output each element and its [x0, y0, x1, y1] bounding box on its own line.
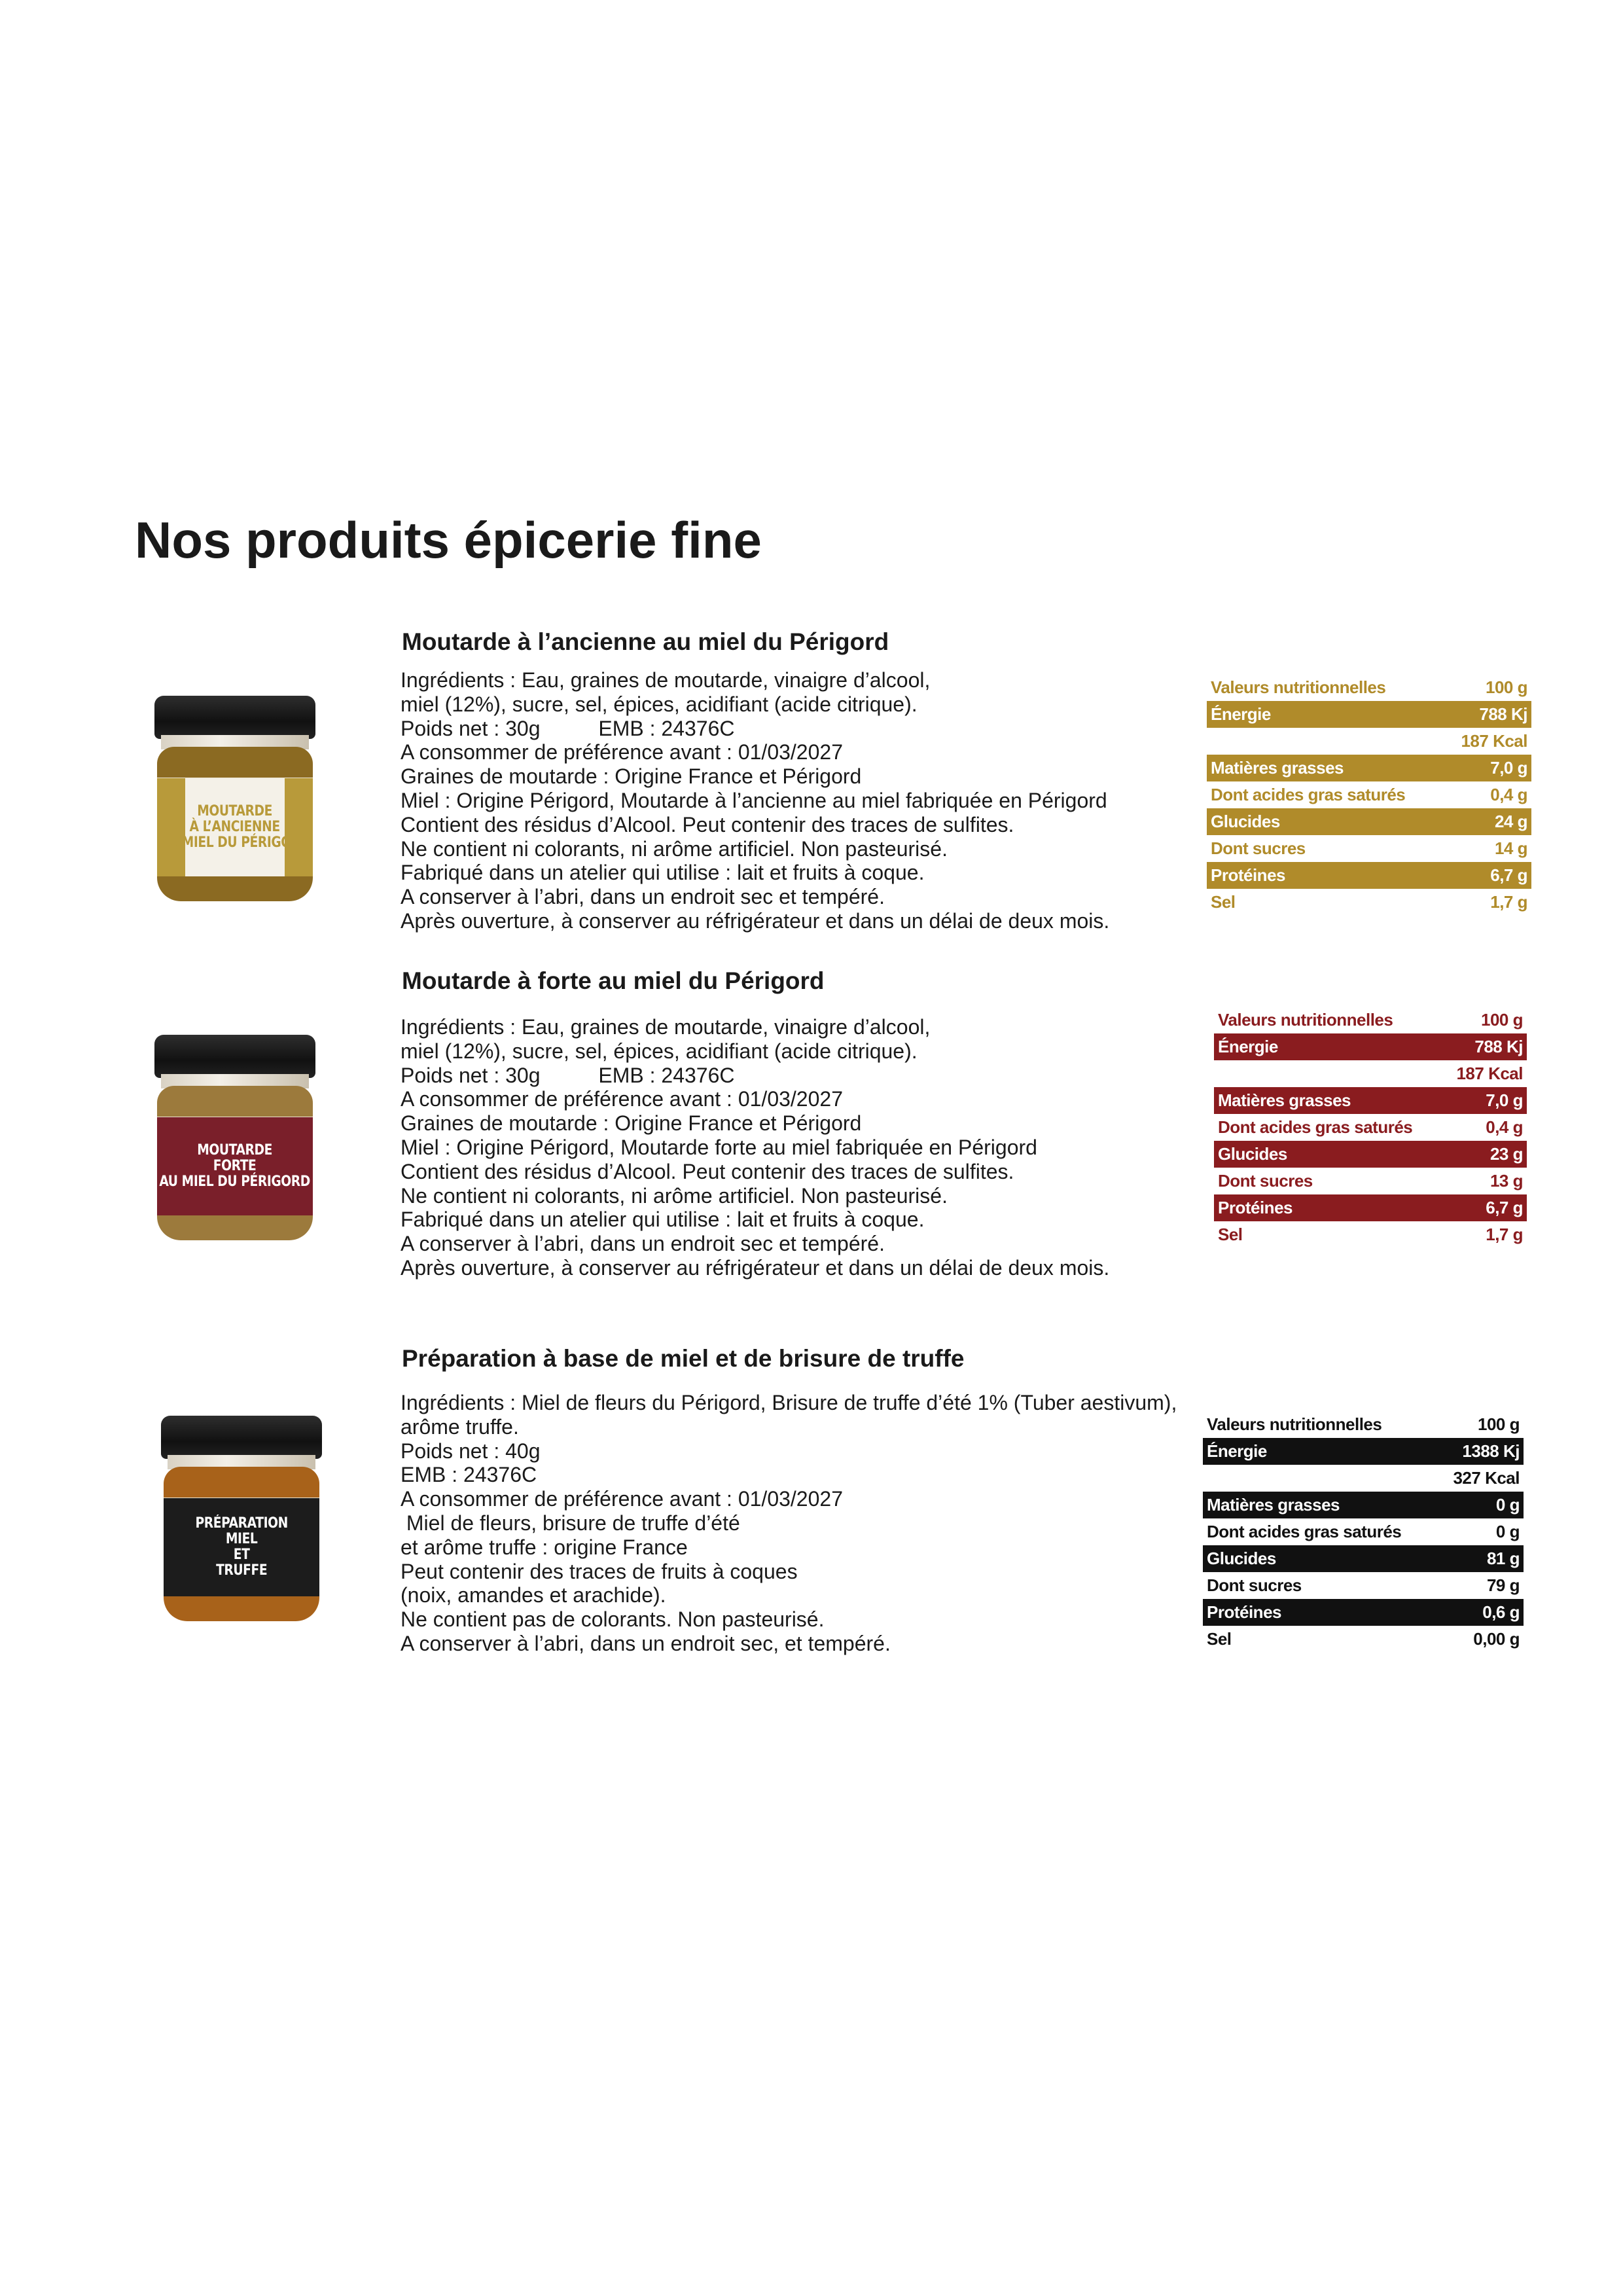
- description-line: miel (12%), sucre, sel, épices, acidifiant (acide citrique).: [401, 692, 918, 716]
- nutrition-value: 7,0 g: [1443, 1087, 1527, 1114]
- nutrition-label: Protéines: [1203, 1599, 1437, 1626]
- nutrition-value: 6,7 g: [1443, 1194, 1527, 1221]
- nutrition-label: Valeurs nutritionnelles: [1207, 1414, 1382, 1434]
- nutrition-row: [1214, 1221, 1527, 1248]
- nutrition-row: [1207, 755, 1531, 781]
- description-line: Contient des résidus d’Alcool. Peut contenir des traces de sulfites.: [401, 812, 1014, 836]
- description-line: Ingrédients : Eau, graines de moutarde, vinaigre d’alcool,: [401, 668, 931, 692]
- nutrition-row: [1214, 1060, 1527, 1087]
- nutrition-label: Valeurs nutritionnelles: [1211, 677, 1386, 697]
- description-line: Ne contient ni colorants, ni arôme artificiel. Non pasteurisé.: [401, 1183, 948, 1208]
- description-line: Ingrédients : Eau, graines de moutarde, vinaigre d’alcool,: [401, 1015, 931, 1039]
- nutrition-row: [1203, 1599, 1524, 1626]
- description-line: A consommer de préférence avant : 01/03/2027: [401, 1087, 843, 1111]
- description-line: Après ouverture, à conserver au réfrigérateur et dans un délai de deux mois.: [401, 908, 1110, 933]
- nutrition-label: Énergie: [1203, 1438, 1437, 1465]
- nutrition-value: 0 g: [1437, 1492, 1524, 1518]
- nutrition-value: 6,7 g: [1444, 862, 1531, 889]
- nutrition-table: [1203, 1411, 1524, 1653]
- jar-glass: [164, 1467, 319, 1621]
- nutrition-value: 100 g: [1486, 677, 1527, 697]
- nutrition-value: 13 g: [1489, 1171, 1523, 1191]
- nutrition-value: 0,4 g: [1490, 785, 1527, 804]
- description-line: A conserver à l’abri, dans un endroit sec et tempéré.: [401, 1232, 885, 1256]
- nutrition-row: [1203, 1626, 1524, 1653]
- nutrition-row: [1214, 1033, 1527, 1060]
- nutrition-label: Énergie: [1214, 1033, 1443, 1060]
- nutrition-label: Matières grasses: [1203, 1492, 1437, 1518]
- nutrition-value: 1388 Kj: [1437, 1438, 1524, 1465]
- description-line: Fabriqué dans un atelier qui utilise : lait et fruits à coque.: [401, 861, 925, 885]
- nutrition-value: 0 g: [1495, 1522, 1520, 1541]
- page-title: Nos produits épicerie fine: [135, 511, 762, 569]
- nutrition-row: [1203, 1518, 1524, 1545]
- nutrition-label: Dont sucres: [1218, 1171, 1313, 1191]
- nutrition-row: [1207, 862, 1531, 889]
- nutrition-row: [1207, 674, 1531, 701]
- nutrition-value: 327 Kcal: [1453, 1468, 1520, 1488]
- nutrition-row: [1214, 1007, 1527, 1033]
- nutrition-row: [1214, 1168, 1527, 1194]
- product-title: Moutarde à forte au miel du Périgord: [402, 967, 825, 994]
- description-line: A consommer de préférence avant : 01/03/2027: [401, 1487, 843, 1511]
- nutrition-label: Glucides: [1203, 1545, 1437, 1572]
- jar-label-text: MOUTARDE FORTE AU MIEL DU PÉRIGORD: [159, 1142, 311, 1190]
- nutrition-row: [1207, 728, 1531, 755]
- nutrition-label: Matières grasses: [1214, 1087, 1443, 1114]
- nutrition-label: Glucides: [1214, 1141, 1443, 1168]
- description-line: (noix, amandes et arachide).: [401, 1583, 666, 1607]
- description-line: Poids net : 30g EMB : 24376C: [401, 716, 735, 740]
- product-title: Préparation à base de miel et de brisure de truffe: [402, 1345, 965, 1372]
- nutrition-value: 187 Kcal: [1461, 731, 1527, 751]
- nutrition-label: Énergie: [1207, 701, 1444, 728]
- product-title: Moutarde à l’ancienne au miel du Périgord: [402, 628, 889, 655]
- description-line: A conserver à l’abri, dans un endroit sec et tempéré.: [401, 885, 885, 909]
- nutrition-row: [1214, 1114, 1527, 1141]
- description-line: A consommer de préférence avant : 01/03/2027: [401, 740, 843, 764]
- nutrition-value: 187 Kcal: [1456, 1064, 1523, 1083]
- nutrition-value: 788 Kj: [1444, 701, 1531, 728]
- product-description: [401, 1015, 1109, 1280]
- description-line: Miel de fleurs, brisure de truffe d’été: [401, 1511, 740, 1535]
- nutrition-value: 788 Kj: [1443, 1033, 1527, 1060]
- jar-label: [157, 1117, 313, 1215]
- jar-lid: [161, 1416, 322, 1459]
- description-line: Peut contenir des traces de fruits à coques: [401, 1559, 798, 1583]
- nutrition-label: Dont acides gras saturés: [1207, 1522, 1402, 1541]
- description-line: et arôme truffe : origine France: [401, 1535, 688, 1559]
- nutrition-label: Dont sucres: [1211, 838, 1306, 858]
- jar-glass: [157, 747, 313, 901]
- nutrition-value: 14 g: [1494, 838, 1527, 858]
- jar-label-text: MOUTARDE À L’ANCIENNE AU MIEL DU PÉRIGORD: [159, 803, 311, 851]
- description-line: EMB : 24376C: [401, 1463, 537, 1487]
- nutrition-value: 0,4 g: [1486, 1117, 1523, 1137]
- nutrition-row: [1214, 1087, 1527, 1114]
- nutrition-label: Matières grasses: [1207, 755, 1444, 781]
- description-line: Graines de moutarde : Origine France et Périgord: [401, 1111, 862, 1136]
- nutrition-row: [1203, 1492, 1524, 1518]
- nutrition-row: [1207, 889, 1531, 916]
- nutrition-label: Valeurs nutritionnelles: [1218, 1010, 1393, 1030]
- description-line: A conserver à l’abri, dans un endroit sec, et tempéré.: [401, 1631, 891, 1655]
- nutrition-row: [1203, 1411, 1524, 1438]
- description-line: miel (12%), sucre, sel, épices, acidifiant (acide citrique).: [401, 1039, 918, 1063]
- nutrition-row: [1207, 835, 1531, 862]
- nutrition-table: [1207, 674, 1531, 916]
- nutrition-value: 100 g: [1481, 1010, 1523, 1030]
- nutrition-value: 7,0 g: [1444, 755, 1531, 781]
- nutrition-row: [1214, 1141, 1527, 1168]
- jar-label-text: PRÉPARATION MIEL ET TRUFFE: [195, 1515, 288, 1579]
- nutrition-row: [1203, 1438, 1524, 1465]
- nutrition-label: Dont acides gras saturés: [1218, 1117, 1413, 1137]
- nutrition-value: 1,7 g: [1486, 1225, 1523, 1244]
- nutrition-value: 0,6 g: [1437, 1599, 1524, 1626]
- nutrition-row: [1203, 1545, 1524, 1572]
- description-line: Contient des résidus d’Alcool. Peut contenir des traces de sulfites.: [401, 1159, 1014, 1183]
- description-line: Miel : Origine Périgord, Moutarde forte au miel fabriquée en Périgord: [401, 1135, 1037, 1159]
- nutrition-row: [1207, 781, 1531, 808]
- nutrition-value: 24 g: [1444, 808, 1531, 835]
- product-description: [401, 668, 1109, 933]
- description-line: Poids net : 40g: [401, 1439, 541, 1463]
- nutrition-row: [1203, 1465, 1524, 1492]
- nutrition-label: Dont acides gras saturés: [1211, 785, 1406, 804]
- nutrition-value: 0,00 g: [1473, 1629, 1520, 1649]
- nutrition-row: [1203, 1572, 1524, 1599]
- nutrition-value: 81 g: [1437, 1545, 1524, 1572]
- nutrition-label: Dont sucres: [1207, 1575, 1302, 1595]
- jar-glass: [157, 1086, 313, 1240]
- nutrition-value: 1,7 g: [1490, 892, 1527, 912]
- description-line: Poids net : 30g EMB : 24376C: [401, 1063, 735, 1087]
- nutrition-table: [1214, 1007, 1527, 1248]
- jar-label: [157, 778, 313, 876]
- jar-label: [164, 1498, 319, 1596]
- nutrition-row: [1207, 701, 1531, 728]
- nutrition-row: [1214, 1194, 1527, 1221]
- nutrition-label: [1214, 1060, 1443, 1087]
- description-line: Miel : Origine Périgord, Moutarde à l’ancienne au miel fabriquée en Périgord: [401, 788, 1107, 812]
- nutrition-value: 79 g: [1486, 1575, 1520, 1595]
- nutrition-label: [1203, 1465, 1437, 1492]
- nutrition-row: [1207, 808, 1531, 835]
- nutrition-value: 100 g: [1478, 1414, 1520, 1434]
- description-line: Après ouverture, à conserver au réfrigérateur et dans un délai de deux mois.: [401, 1255, 1110, 1280]
- description-line: Ne contient pas de colorants. Non pasteurisé.: [401, 1607, 825, 1632]
- jar-lid: [154, 696, 315, 739]
- nutrition-value: 23 g: [1443, 1141, 1527, 1168]
- description-line: Ingrédients : Miel de fleurs du Périgord, Brisure de truffe d’été 1% (Tuber aestivum),: [401, 1391, 1177, 1414]
- jar-lid: [154, 1035, 315, 1078]
- product-description: [401, 1391, 1177, 1656]
- nutrition-label: Sel: [1218, 1225, 1243, 1244]
- nutrition-label: Protéines: [1207, 862, 1444, 889]
- nutrition-label: Protéines: [1214, 1194, 1443, 1221]
- nutrition-label: [1207, 728, 1444, 755]
- nutrition-label: Sel: [1207, 1629, 1232, 1649]
- nutrition-label: Sel: [1211, 892, 1236, 912]
- description-line: Fabriqué dans un atelier qui utilise : lait et fruits à coque.: [401, 1208, 925, 1232]
- description-line: Ne contient ni colorants, ni arôme artificiel. Non pasteurisé.: [401, 836, 948, 861]
- description-line: arôme truffe.: [401, 1414, 519, 1439]
- description-line: Graines de moutarde : Origine France et Périgord: [401, 764, 862, 789]
- nutrition-label: Glucides: [1207, 808, 1444, 835]
